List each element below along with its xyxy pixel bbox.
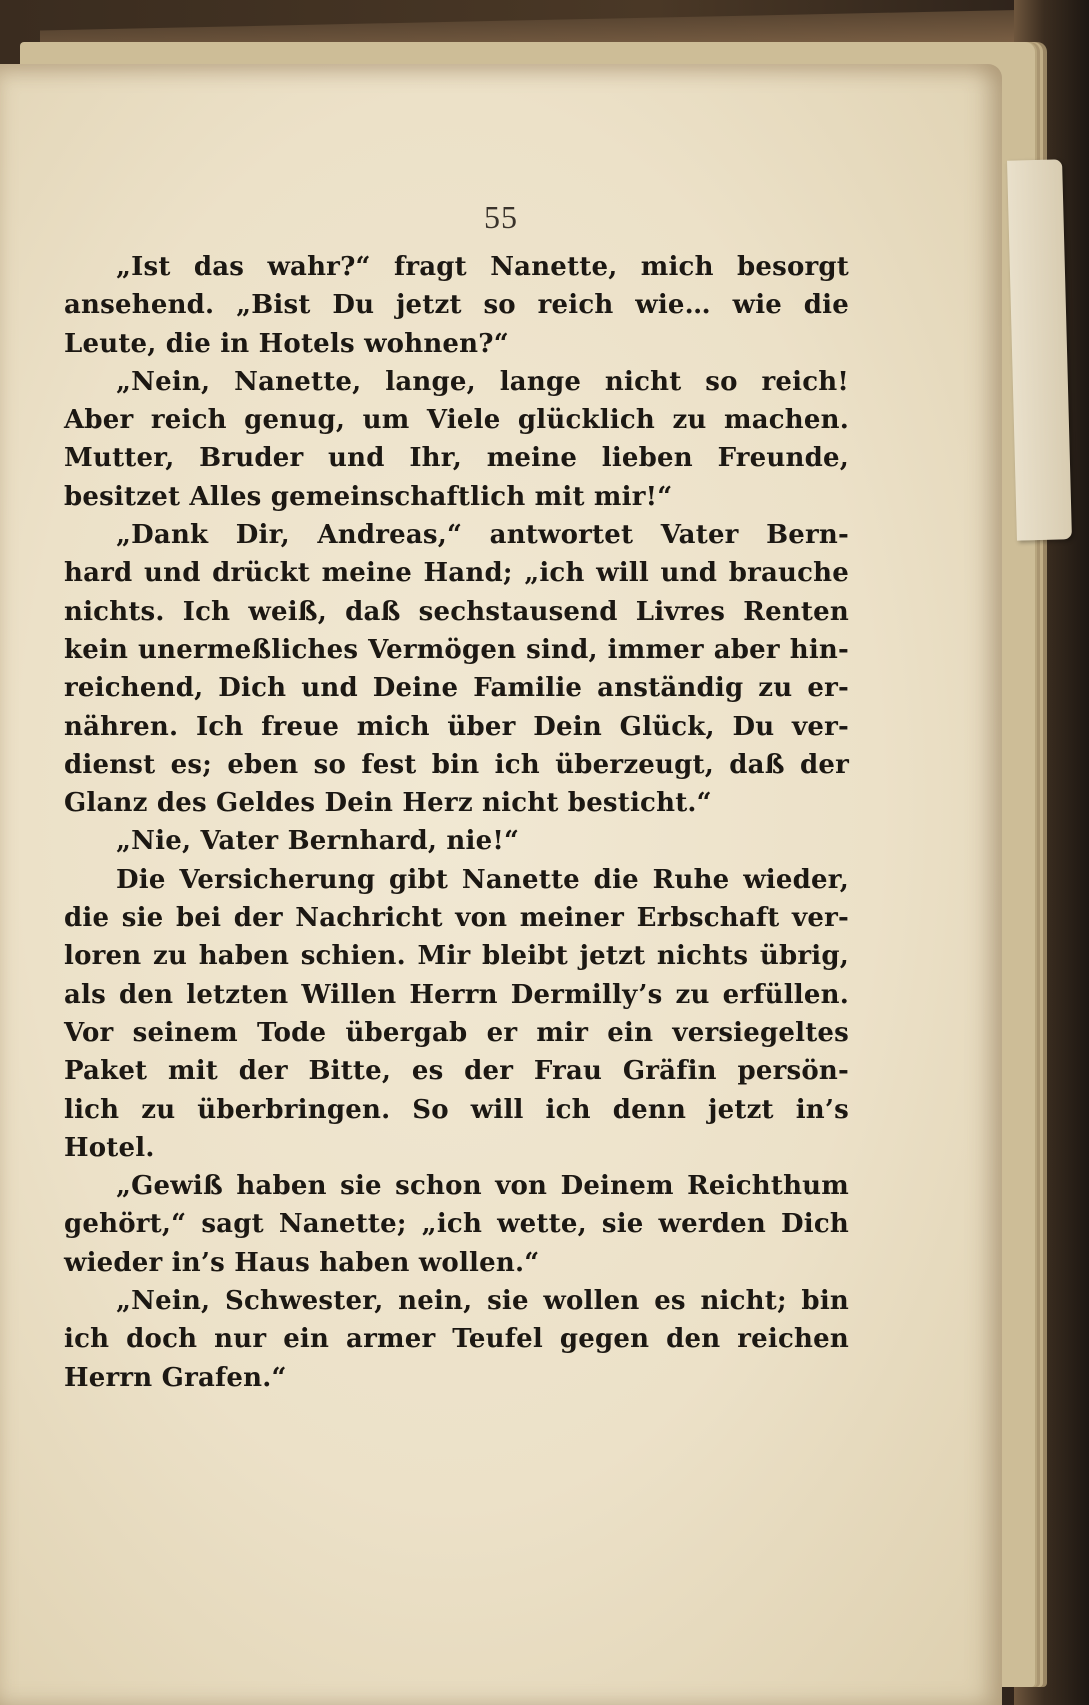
- text-line: reichend, Dich und Deine Familie anständig zu er-: [64, 673, 849, 704]
- text-line: nichts. Ich weiß, daß sechstausend Livres Renten: [64, 596, 849, 627]
- bookmark-slip: [1007, 159, 1072, 540]
- text-line: „Ist das wahr?“ fragt Nanette, mich besorgt: [116, 252, 849, 282]
- text-line: Aber reich genug, um Viele glücklich zu machen.: [64, 405, 849, 436]
- text-line: nähren. Ich freue mich über Dein Glück, Du ver-: [64, 711, 849, 742]
- text-line: Leute, die in Hotels wohnen?“: [64, 328, 509, 359]
- text-line: Paket mit der Bitte, es der Frau Gräfin persön-: [64, 1056, 849, 1087]
- text-line: Mutter, Bruder und Ihr, meine lieben Freunde,: [64, 443, 849, 474]
- page-number: 55: [484, 199, 518, 235]
- text-line: Vor seinem Tode übergab er mir ein versiegeltes: [64, 1017, 849, 1048]
- text-line: Hotel.: [64, 1132, 155, 1163]
- text-line: Glanz des Geldes Dein Herz nicht besticht.“: [64, 788, 712, 819]
- body-text: [64, 248, 849, 1397]
- text-line: loren zu haben schien. Mir bleibt jetzt nichts übrig,: [64, 941, 849, 972]
- text-line: ansehend. „Bist Du jetzt so reich wie… wie die: [64, 290, 849, 321]
- text-line: kein unermeßliches Vermögen sind, immer aber hin-: [64, 634, 849, 665]
- text-line: ich doch nur ein armer Teufel gegen den reichen: [64, 1324, 849, 1355]
- text-line: Herrn Grafen.“: [64, 1362, 287, 1393]
- text-line: hard und drückt meine Hand; „ich will und brauche: [64, 558, 849, 589]
- text-line: Die Versicherung gibt Nanette die Ruhe wieder,: [116, 864, 849, 895]
- text-line: lich zu überbringen. So will ich denn jetzt in’s: [64, 1094, 849, 1125]
- text-line: gehört,“ sagt Nanette; „ich wette, sie werden Dich: [64, 1209, 849, 1240]
- text-line: „Nein, Nanette, lange, lange nicht so reich!: [116, 366, 849, 397]
- book-page: [0, 64, 1002, 1705]
- text-line: als den letzten Willen Herrn Dermilly’s zu erfüllen.: [64, 979, 849, 1010]
- text-line: dienst es; eben so fest bin ich überzeugt, daß der: [64, 749, 849, 780]
- text-line: besitzet Alles gemeinschaftlich mit mir!“: [64, 481, 673, 512]
- text-line: „Nein, Schwester, nein, sie wollen es nicht; bin: [116, 1286, 849, 1317]
- text-line: „Dank Dir, Andreas,“ antwortet Vater Bern-: [116, 520, 849, 551]
- text-line: „Nie, Vater Bernhard, nie!“: [116, 826, 520, 857]
- text-line: die sie bei der Nachricht von meiner Erbschaft ver-: [64, 903, 849, 934]
- text-line: „Gewiß haben sie schon von Deinem Reichthum: [116, 1171, 849, 1202]
- text-line: wieder in’s Haus haben wollen.“: [64, 1247, 540, 1278]
